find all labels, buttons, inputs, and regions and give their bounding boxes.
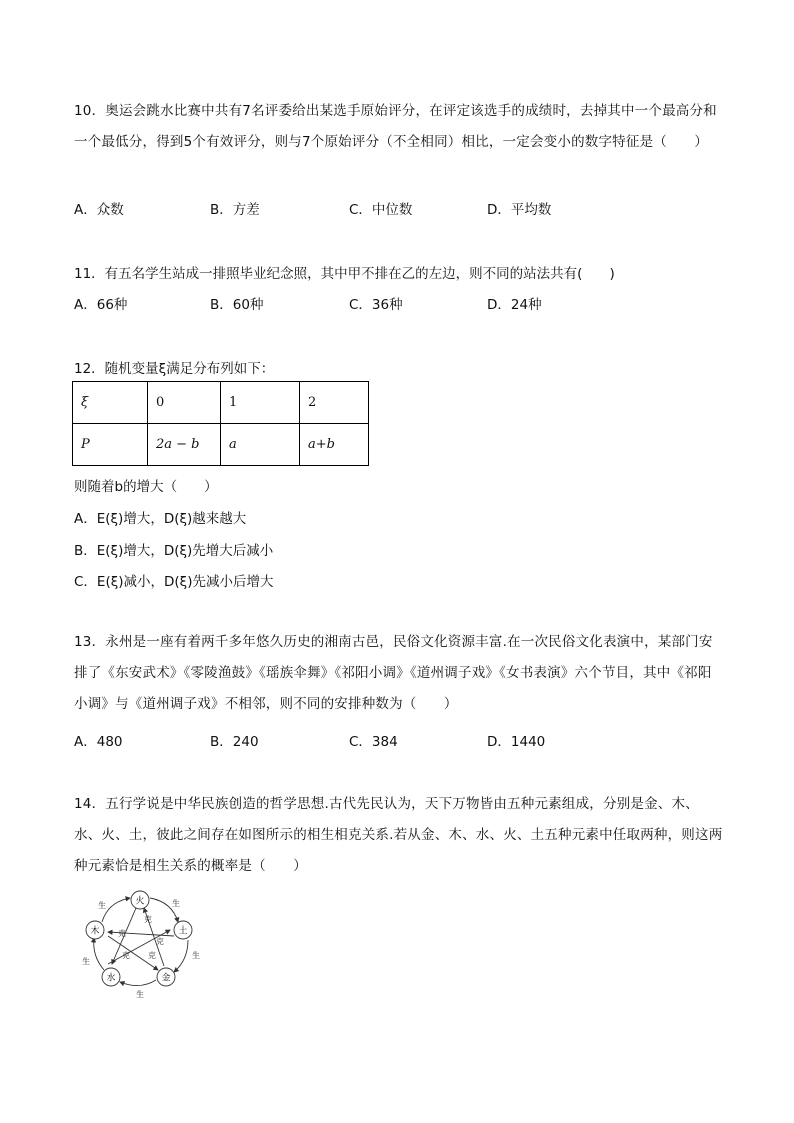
node-shui-label: 水 (106, 973, 116, 984)
sheng-label: 生 (192, 951, 200, 960)
table-row (73, 424, 369, 466)
node-tu-label: 土 (178, 926, 188, 937)
q11-option-b[interactable]: B．60种 (210, 297, 264, 313)
q10-option-a[interactable]: A．众数 (74, 202, 124, 218)
q13-option-a[interactable]: A．480 (74, 734, 123, 750)
ke-label: 克 (156, 937, 164, 946)
table-cell: 0 (148, 382, 221, 424)
sheng-arrow (102, 898, 130, 922)
q10-option-b[interactable]: B．方差 (210, 202, 260, 218)
q13-option-c[interactable]: C．384 (349, 734, 398, 750)
table-cell: 1 (221, 382, 300, 424)
sheng-arrow (120, 980, 156, 986)
question-12-followup: 则随着b的增大（ ） (74, 479, 218, 495)
q13-option-b[interactable]: B．240 (210, 734, 259, 750)
q13-option-d[interactable]: D．1440 (487, 734, 546, 750)
ke-label: 克 (148, 951, 156, 960)
table-cell: ξ (73, 382, 148, 424)
table-cell: 2a − b (148, 424, 221, 466)
table-cell: P (73, 424, 148, 466)
q10-option-c[interactable]: C．中位数 (349, 202, 413, 218)
q11-option-a[interactable]: A．66种 (74, 297, 128, 313)
question-10-stem: 10．奥运会跳水比赛中共有7名评委给出某选手原始评分，在评定该选手的成绩时，去掉其中一个最高分和一个最低分，得到5个有效评分，则与7个原始评分（不全相同）相比，一定会变小的数字特征是（ ） (74, 103, 717, 150)
ke-label: 克 (144, 915, 152, 924)
node-jin-label: 金 (161, 973, 171, 984)
q12-option-a[interactable]: A．E(ξ)增大，D(ξ)越来越大 (74, 511, 247, 527)
table-cell: 2 (300, 382, 369, 424)
question-11-stem: 11．有五名学生站成一排照毕业纪念照，其中甲不排在乙的左边，则不同的站法共有( ) (74, 266, 615, 282)
q12-option-b[interactable]: B．E(ξ)增大，D(ξ)先增大后减小 (74, 543, 274, 559)
question-13-stem: 13．永州是一座有着两千多年悠久历史的湘南古邑，民俗文化资源丰富.在一次民俗文化表演中，某部门安排了《东安武术》《零陵渔鼓》《瑶族伞舞》《祁阳小调》《道州调子戏》《女书表演》六个节目，其中《祁阳小调》与《道州调子戏》不相邻，则不同的安排种数为（ ） (74, 634, 713, 712)
q12-option-c[interactable]: C．E(ξ)减小，D(ξ)先减小后增大 (74, 574, 274, 590)
table-row (73, 382, 369, 424)
distribution-table (72, 381, 369, 466)
question-14-stem: 14．五行学说是中华民族创造的哲学思想.古代先民认为，天下万物皆由五种元素组成，分别是金、木、水、火、土，彼此之间存在如图所示的相生相克关系.若从金、木、水、火、土五种元素中任取两种，则这两种元素恰是相生关系的概率是（ ） (74, 796, 723, 874)
sheng-label: 生 (136, 990, 144, 999)
sheng-label: 生 (82, 957, 90, 966)
node-mu-label: 木 (90, 926, 100, 937)
sheng-label: 生 (98, 901, 106, 910)
table-cell: a (221, 424, 300, 466)
ke-label: 克 (122, 951, 130, 960)
sheng-arrow (94, 938, 104, 970)
five-elements-diagram (70, 884, 210, 1004)
q11-option-c[interactable]: C．36种 (349, 297, 403, 313)
question-12-stem: 12．随机变量ξ满足分布列如下： (74, 361, 275, 377)
q11-option-d[interactable]: D．24种 (487, 297, 542, 313)
sheng-arrow (174, 940, 188, 972)
node-huo-label: 火 (135, 896, 145, 907)
table-cell: a+b (300, 424, 369, 466)
q10-option-d[interactable]: D．平均数 (487, 202, 552, 218)
ke-label: 克 (118, 929, 126, 938)
sheng-label: 生 (172, 899, 180, 908)
